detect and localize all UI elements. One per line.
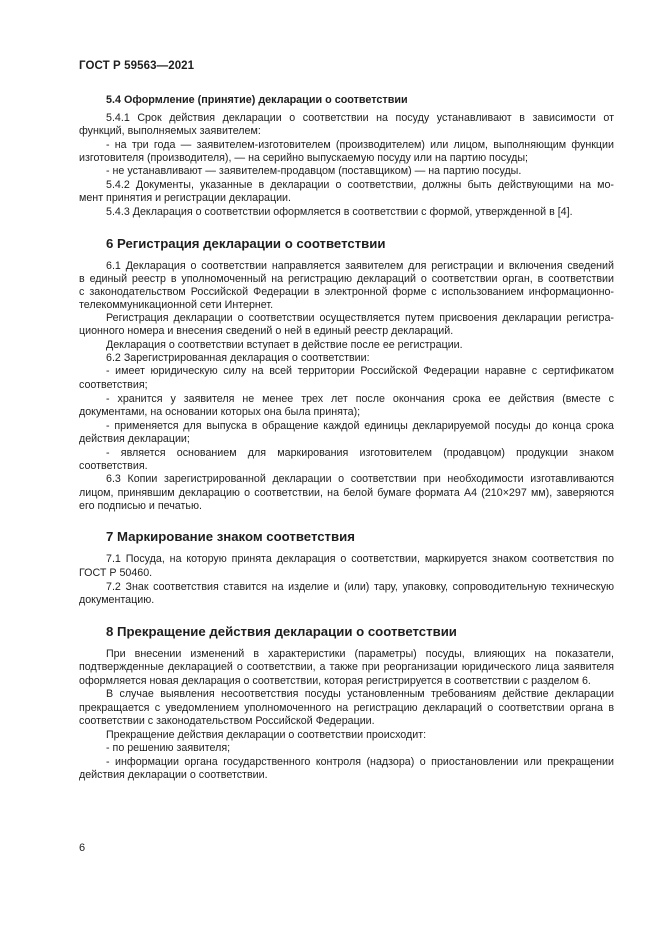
subsection-heading-5-4: 5.4 Оформление (принятие) декларации о соответствии bbox=[106, 94, 408, 106]
paragraph-line: оформляется новая декларация о соответствии, которая регистрируется в соответствии с разделом 6. bbox=[79, 675, 591, 687]
paragraph-line: Регистрация декларации о соответствии осуществляется путем присвоения декларации регистра- bbox=[106, 312, 614, 324]
paragraph-line: В случае выявления несоответствия посуды установленным требованиям действие декларации bbox=[106, 688, 614, 700]
paragraph-line: функций, выполняемых заявителем: bbox=[79, 125, 261, 137]
list-item-line: - по решению заявителя; bbox=[106, 742, 231, 754]
paragraph-line: Прекращение действия декларации о соответствии происходит: bbox=[106, 729, 427, 741]
paragraph-line: в единый реестр в уполномоченный на регистрацию деклараций о соответствии орган, в соответствии bbox=[79, 273, 614, 285]
list-item-line: - не устанавливают — заявителем-продавцом (поставщиком) — на партию посуды. bbox=[106, 165, 522, 177]
paragraph-line: 6.3 Копии зарегистрированной декларации о соответствии при необходимости изготавливаются bbox=[106, 473, 614, 485]
paragraph-line: соответствии с законодательством Российской Федерации. bbox=[79, 715, 375, 727]
paragraph-line: соответствия. bbox=[79, 460, 148, 472]
paragraph-line: соответствия; bbox=[79, 379, 148, 391]
paragraph-line: 7.1 Посуда, на которую принята декларация о соответствии, маркируется знаком соответствия по bbox=[106, 553, 614, 565]
paragraph-line: Декларация о соответствии вступает в действие после ее регистрации. bbox=[106, 339, 463, 351]
paragraph-line: документацию. bbox=[79, 594, 155, 606]
paragraph-line: 6.2 Зарегистрированная декларация о соответствии: bbox=[106, 352, 370, 364]
list-item-line: - информации органа государственного контроля (надзора) о приостановлении или прекращении bbox=[106, 756, 614, 768]
paragraph-line: лицом, принявшим декларацию о соответствии, на белой бумаге формата А4 (210×297 мм), заверяются bbox=[79, 487, 614, 499]
paragraph-line: мент принятия и регистрации декларации. bbox=[79, 192, 291, 204]
page-number: 6 bbox=[79, 842, 86, 854]
paragraph-line: 5.4.3 Декларация о соответствии оформляется в соответствии с формой, утвержденной в [4]. bbox=[106, 206, 573, 218]
paragraph-line: действия декларации; bbox=[79, 433, 190, 445]
paragraph-line: 7.2 Знак соответствия ставится на изделие и (или) тару, упаковку, сопроводительную техническую bbox=[106, 581, 614, 593]
paragraph-line: ционного номера и внесения сведений о ней в единый реестр деклараций. bbox=[79, 325, 454, 337]
section-heading-6: 6 Регистрация декларации о соответствии bbox=[106, 236, 386, 251]
list-item-line: - является основанием для маркирования изготовителем (продавцом) продукции знаком bbox=[106, 447, 614, 459]
list-item-line: - имеет юридическую силу на всей территории Российской Федерации наравне с сертификатом bbox=[106, 365, 614, 377]
list-item-line: - на три года — заявителем-изготовителем (производителем) или лицом, выполняющим функции bbox=[106, 139, 614, 151]
paragraph-line: прекращается с уведомлением уполномоченного на регистрацию деклараций о соответствии органа в bbox=[79, 702, 614, 714]
paragraph-line: изготовителя (производителя), — на серийно выпускаемую посуду или на партию посуды; bbox=[79, 152, 529, 164]
paragraph-line: действия декларации о соответствии. bbox=[79, 769, 268, 781]
paragraph-line: телекоммуникационной сети Интернет. bbox=[79, 299, 274, 311]
paragraph-line: с законодательством Российской Федерации в электронной форме с использованием информационно- bbox=[79, 286, 614, 298]
paragraph-line: документами, на основании которых она была принята); bbox=[79, 406, 361, 418]
document-header: ГОСТ Р 59563—2021 bbox=[79, 60, 195, 72]
paragraph-line: подтвержденные декларацией о соответствии, а также при реорганизации юридического лица заявителя bbox=[79, 661, 614, 673]
paragraph-line: 5.4.1 Срок действия декларации о соответствии на посуду устанавливают в зависимости от bbox=[106, 112, 614, 124]
paragraph-line: При внесении изменений в характеристики (параметры) посуды, влияющих на показатели, bbox=[106, 648, 614, 660]
paragraph-line: 6.1 Декларация о соответствии направляется заявителем для регистрации и включения сведений bbox=[106, 260, 614, 272]
section-heading-7: 7 Маркирование знаком соответствия bbox=[106, 529, 355, 544]
paragraph-line: 5.4.2 Документы, указанные в декларации о соответствии, должны быть действующими на мо- bbox=[106, 179, 614, 191]
list-item-line: - хранится у заявителя не менее трех лет после окончания срока ее действия (вместе с bbox=[106, 393, 614, 405]
section-heading-8: 8 Прекращение действия декларации о соответствии bbox=[106, 624, 457, 639]
paragraph-line: его подписью и печатью. bbox=[79, 500, 202, 512]
paragraph-line: ГОСТ Р 50460. bbox=[79, 567, 153, 579]
list-item-line: - применяется для выпуска в обращение каждой единицы декларируемой посуды до конца срока bbox=[106, 420, 614, 432]
